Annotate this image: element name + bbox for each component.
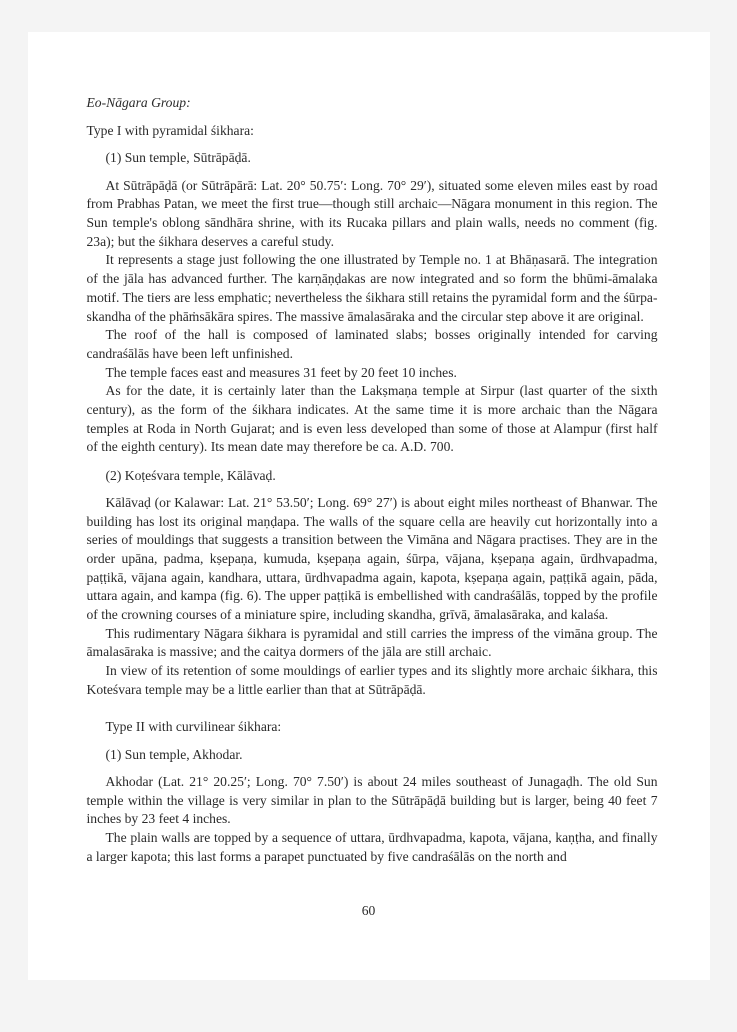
body-paragraph: This rudimentary Nāgara śikhara is pyramidal and still carries the impress of the vimāna group. The āmalasāraka is massive; and the caitya dormers of the jāla are still archaic.: [86, 625, 658, 660]
section-title: Eo-Nāgara Group:: [86, 95, 191, 110]
body-paragraph: The plain walls are topped by a sequence of uttara, ūrdhvapadma, kapota, vājana, kaṇṭha, and finally a larger kapota; this last forms a parapet punctuated by five candraśālās on the north and: [86, 830, 658, 864]
body-paragraph: In view of its retention of some mouldings of earlier types and its slightly more archaic śikhara, this Koteśvara temple may be a little earlier than that at Sūtrāpāḍā.: [86, 663, 658, 697]
type-2-heading: Type II with curvilinear śikhara:: [105, 718, 282, 734]
body-paragraph: It represents a stage just following the one illustrated by Temple no. 1 at Bhāṇasarā. The integration of the jāla has advanced further. The karṇāṇḍakas are now integrated and so form the bhūmi-āmalaka motif. The tiers are less emphatic; nevertheless the śikhara still retains the pyramidal form and the śūrpa-skandha of the phāṁsākāra spires. The massive āmalasāraka and the circular step above it are original.: [86, 252, 658, 324]
type-1-heading: Type I with pyramidal śikhara:: [86, 123, 254, 139]
body-paragraph: Akhodar (Lat. 21° 20.25′; Long. 70° 7.50′) is about 24 miles southeast of Junagaḍh. The old Sun temple within the village is very similar in plan to the Sūtrāpāḍā building but is larger, being 40 feet 7 inches by 23 feet 4 inches.: [86, 774, 658, 827]
page-number: 60: [361, 903, 376, 918]
sun-temple-akhodar-heading: (1) Sun temple, Akhodar.: [105, 746, 243, 762]
body-paragraph: At Sūtrāpāḍā (or Sūtrāpārā: Lat. 20° 50.75′: Long. 70° 29′), situated some eleven miles east by road from Prabhas Patan, we meet the first true—though still archaic—Nāgara monument in this region. The Sun temple's oblong sāndhāra shrine, with its Rucaka pillars and plain walls, needs no comment (fig. 23a); but the śikhara deserves a careful study.: [86, 177, 658, 249]
body-paragraph: The roof of the hall is composed of laminated slabs; bosses originally intended for carving candraśālās have been left unfinished.: [86, 327, 658, 361]
body-paragraph: Kālāvaḍ (or Kalawar: Lat. 21° 53.50′; Long. 69° 27′) is about eight miles northeast of Bhanwar. The building has lost its original maṇḍapa. The walls of the square cella are heavily cut horizontally into a series of mouldings that suggests a transition between the Vimāna and Nāgara practises. They are in the order upāna, padma, kṣepaṇa, kumuda, kṣepaṇa again, śūrpa, vājana, kṣepaṇa again, ūrdhvapadma, paṭṭikā, vājana again, kandhara, uttara, ūrdhvapadma again, kapota, kṣepaṇa again, paṭṭikā again, pāda, uttara again, and kampa (fig. 6). The upper paṭṭikā is embellished with candraśālās, topped by the profile of the crowning courses of a miniature spire, including skandha, grīvā, āmalasāraka, and kalaśa.: [86, 494, 658, 623]
sun-temple-sutrapada-heading: (1) Sun temple, Sūtrāpāḍā.: [105, 150, 251, 166]
body-paragraph: The temple faces east and measures 31 feet by 20 feet 10 inches.: [105, 364, 457, 380]
kotesvara-temple-heading: (2) Koṭeśvara temple, Kālāvaḍ.: [105, 467, 276, 483]
book-page: [28, 32, 710, 980]
body-paragraph: As for the date, it is certainly later than the Lakṣmaṇa temple at Sirpur (last quarter of the sixth century), as the form of the śikhara indicates. At the same time it is more archaic than the Nāgara temples at Roda in North Gujarat; and is even less developed than some of those at Alampur (first half of the eighth century). Its mean date may therefore be ca. A.D. 700.: [86, 383, 658, 455]
